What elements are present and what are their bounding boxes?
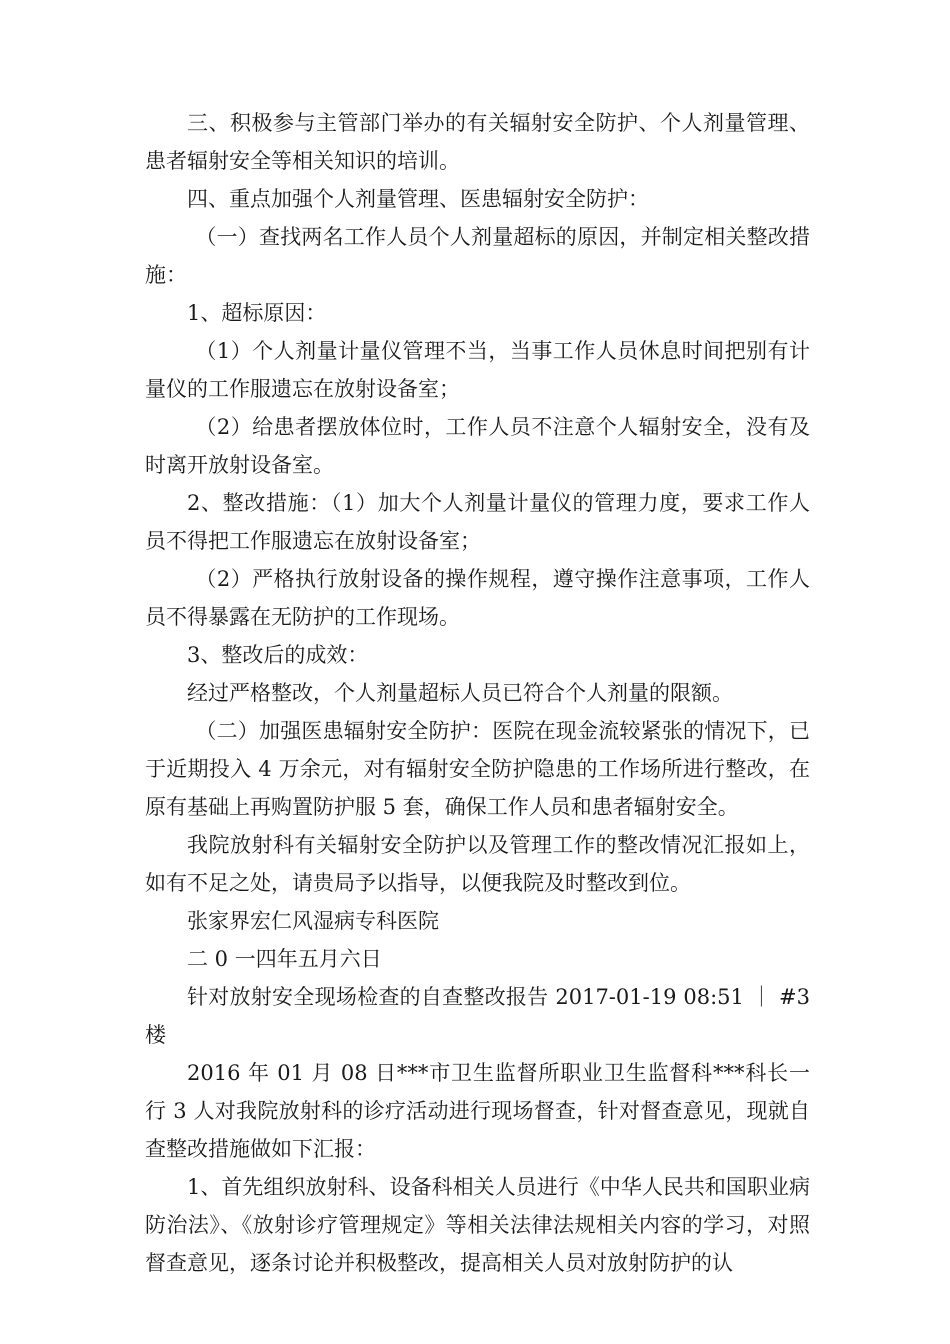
- paragraph-cause-one: （1）个人剂量计量仪管理不当，当事工作人员休息时间把别有计量仪的工作服遗忘在放射设备室；: [145, 339, 810, 401]
- paragraph-section-four: 四、重点加强个人剂量管理、医患辐射安全防护：: [187, 187, 649, 211]
- paragraph-inspection-intro: 2016 年 01 月 08 日***市卫生监督所职业卫生监督科***科长一行 3 人对我院放射科的诊疗活动进行现场督查，针对督查意见，现就自查整改措施做如下汇报：: [145, 1061, 810, 1161]
- paragraph-subsection-one: （一）查找两名工作人员个人剂量超标的原因，并制定相关整改措施：: [145, 225, 810, 287]
- report-header-line: 针对放射安全现场检查的自查整改报告 2017-01-19 08:51 ｜ #3 楼: [145, 985, 810, 1047]
- paragraph-summary: 我院放射科有关辐射安全防护以及管理工作的整改情况汇报如上，如有不足之处，请贵局予以指导，以便我院及时整改到位。: [145, 833, 810, 895]
- document-body: [145, 104, 810, 1282]
- paragraph-measure-two: （2）严格执行放射设备的操作规程，遵守操作注意事项，工作人员不得暴露在无防护的工作现场。: [145, 567, 810, 629]
- signature-hospital: 张家界宏仁风湿病专科医院: [187, 909, 439, 933]
- paragraph-cause-two: （2）给患者摆放体位时，工作人员不注意个人辐射安全，没有及时离开放射设备室。: [145, 415, 810, 477]
- paragraph-measure-study: 1、首先组织放射科、设备科相关人员进行《中华人民共和国职业病防治法》、《放射诊疗管理规定》等相关法律法规相关内容的学习，对照督查意见，逐条讨论并积极整改，提高相关人员对放射防护的认: [145, 1175, 810, 1275]
- paragraph-subsection-two: （二）加强医患辐射安全防护：医院在现金流较紧张的情况下，已于近期投入 4 万余元，对有辐射安全防护隐患的工作场所进行整改，在原有基础上再购置防护服 5 套，确保工作人员和患者辐射安全。: [145, 719, 810, 819]
- paragraph-measures: 2、整改措施：（1）加大个人剂量计量仪的管理力度，要求工作人员不得把工作服遗忘在放射设备室；: [145, 491, 810, 553]
- paragraph-results: 经过严格整改，个人剂量超标人员已符合个人剂量的限额。: [187, 681, 733, 705]
- paragraph-results-heading: 3、整改后的成效：: [187, 643, 369, 667]
- signature-date: 二 0 一四年五月六日: [187, 947, 382, 971]
- paragraph-training: 三、积极参与主管部门举办的有关辐射安全防护、个人剂量管理、患者辐射安全等相关知识的培训。: [145, 111, 810, 173]
- paragraph-cause-heading: 1、超标原因：: [187, 301, 327, 325]
